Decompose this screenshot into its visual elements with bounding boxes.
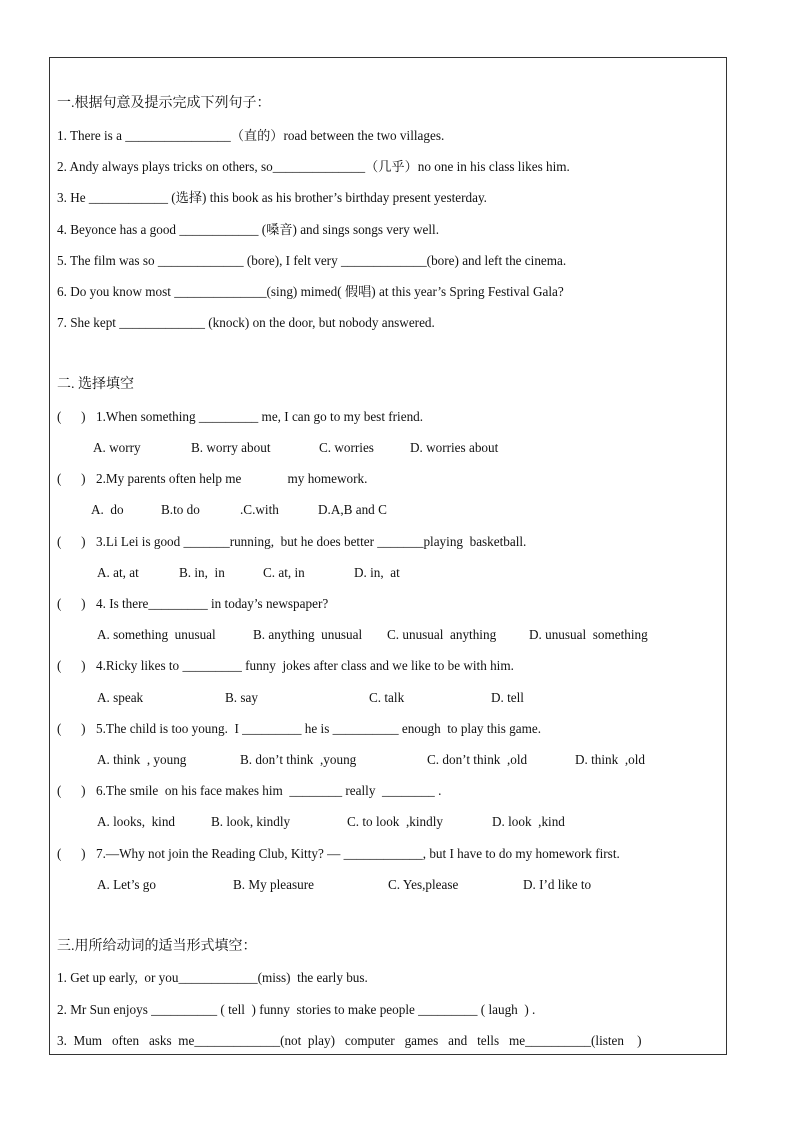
section3-heading: 三.用所给动词的适当形式填空： [57,939,257,954]
s1-item-6: 6. Do you know most ______________(sing) mimed( 假唱) at this year’s Spring Festival Gala? [57,284,564,299]
question-stem: 6.The smile on his face makes him ________ really ________ . [96,783,442,798]
s3-item-3: 3. Mum often asks me_____________(not play) computer games and tells me__________(listen ) [57,1033,642,1048]
s3-item-1: 1. Get up early, or you____________(miss) the early bus. [57,970,368,985]
answer-paren[interactable]: ( ) [57,596,86,611]
option-c: C. at, in [263,565,305,580]
answer-paren[interactable]: ( ) [57,534,86,549]
option-a: A. Let’s go [97,877,156,892]
option-b: B. say [225,690,258,705]
question-stem: 1.When something _________ me, I can go to my best friend. [96,409,424,424]
option-d: D. think ,old [575,752,645,767]
option-b: B. don’t think ,young [240,752,357,767]
option-b: B. look, kindly [211,814,291,829]
option-c: C. worries [319,440,374,455]
answer-paren[interactable]: ( ) [57,658,86,673]
s1-item-4: 4. Beyonce has a good ____________ (嗓音) and sings songs very well. [57,222,440,237]
s1-item-1: 1. There is a ________________（直的）road between the two villages. [57,128,445,143]
option-a: A. worry [93,440,141,455]
option-a: A. looks, kind [97,814,176,829]
answer-paren[interactable]: ( ) [57,721,86,736]
option-c: C. Yes,please [388,877,459,892]
option-d: D. look ,kind [492,814,565,829]
option-a: A. something unusual [97,627,216,642]
option-c: .C.with [240,502,279,517]
option-d: D. in, at [354,565,400,580]
option-b: B. My pleasure [233,877,314,892]
option-d: D.A,B and C [318,502,387,517]
option-b: B. in, in [179,565,225,580]
question-stem: 5.The child is too young. I _________ he is __________ enough to play this game. [96,721,542,736]
s1-item-7: 7. She kept _____________ (knock) on the door, but nobody answered. [57,315,435,330]
option-c: C. don’t think ,old [427,752,528,767]
option-d: D. I’d like to [523,877,592,892]
option-b: B. worry about [191,440,271,455]
section1-heading: 一.根据句意及提示完成下列句子： [57,96,271,111]
option-b: B. anything unusual [253,627,363,642]
option-d: D. unusual something [529,627,648,642]
option-c: C. to look ,kindly [347,814,443,829]
s1-item-2: 2. Andy always plays tricks on others, so______________（几乎）no one in his class likes him. [57,159,570,174]
option-b: B.to do [161,502,200,517]
option-d: D. worries about [410,440,499,455]
answer-paren[interactable]: ( ) [57,783,86,798]
answer-paren[interactable]: ( ) [57,846,86,861]
option-c: C. talk [369,690,405,705]
option-a: A. speak [97,690,144,705]
option-a: A. think , young [97,752,187,767]
question-stem: 7.—Why not join the Reading Club, Kitty? — ____________, but I have to do my homework first. [96,846,620,861]
question-stem: 4.Ricky likes to _________ funny jokes after class and we like to be with him. [96,658,514,673]
s1-item-5: 5. The film was so _____________ (bore), I felt very _____________(bore) and left the cinema. [57,253,567,268]
s3-item-2: 2. Mr Sun enjoys __________ ( tell ) funny stories to make people _________ ( laugh ) . [57,1002,536,1017]
option-c: C. unusual anything [387,627,497,642]
answer-paren[interactable]: ( ) [57,409,86,424]
section2-heading: 二. 选择填空 [57,377,134,392]
question-stem: 4. Is there_________ in today’s newspaper? [96,596,329,611]
option-d: D. tell [491,690,524,705]
answer-paren[interactable]: ( ) [57,471,86,486]
option-a: A. do [91,502,124,517]
s1-item-3: 3. He ____________ (选择) this book as his brother’s birthday present yesterday. [57,190,487,205]
question-stem: 2.My parents often help me my homework. [96,471,368,486]
question-stem: 3.Li Lei is good _______running, but he does better _______playing basketball. [96,534,527,549]
option-a: A. at, at [97,565,139,580]
worksheet-frame [49,57,727,1055]
